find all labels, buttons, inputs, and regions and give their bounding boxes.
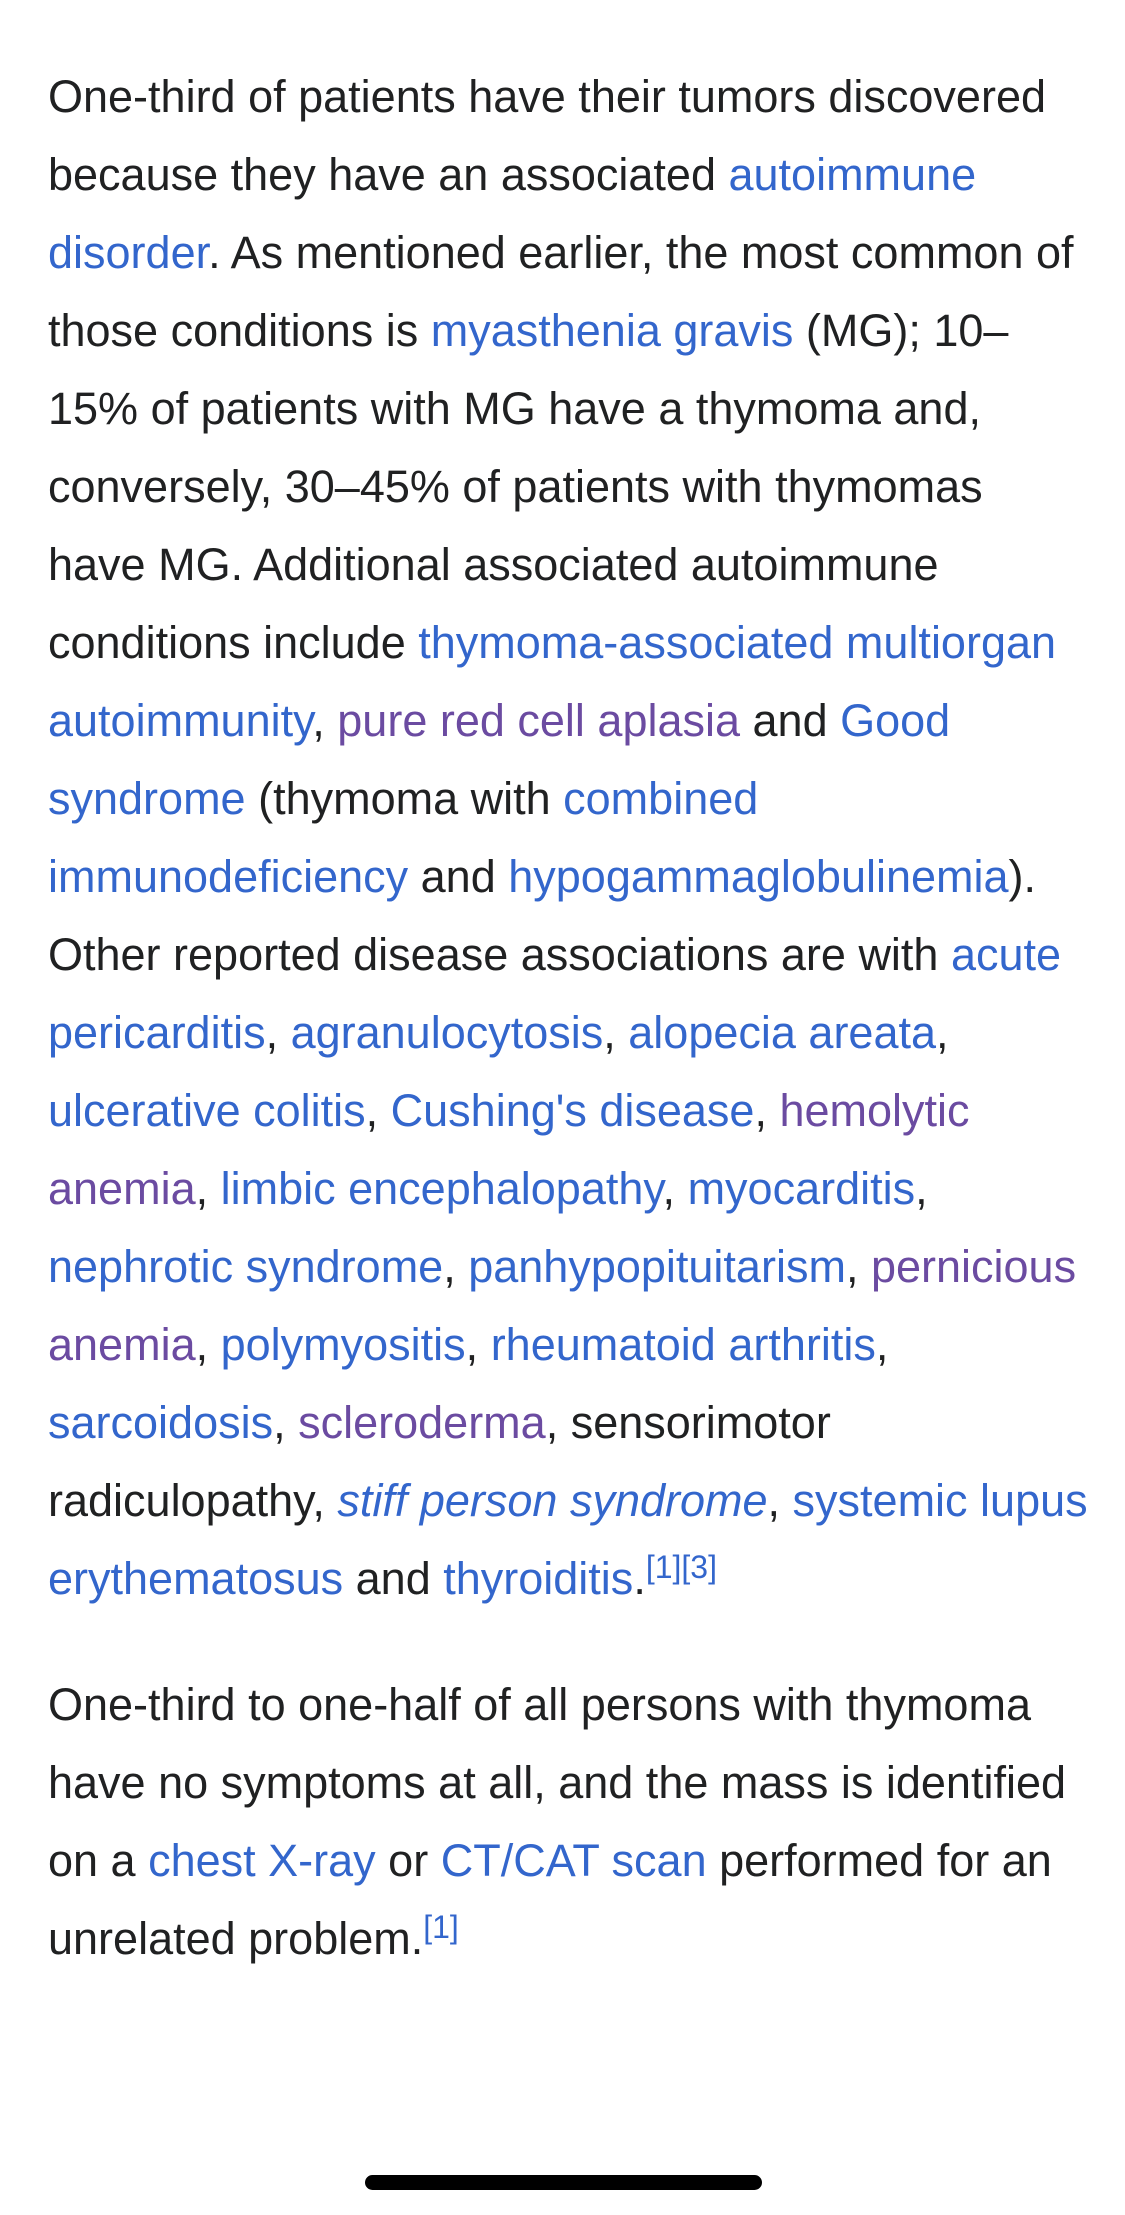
home-indicator[interactable] [365,2175,762,2190]
link-thyroiditis[interactable]: thyroiditis [443,1553,634,1604]
link-limbic-encephalopathy[interactable]: limbic encephalopathy [220,1163,663,1214]
comma: , [767,1475,793,1526]
paragraph-autoimmune-associations [48,58,1088,1618]
comma: , [443,1241,469,1292]
comma: , [465,1319,491,1370]
link-autoimmune-disorder[interactable]: autoimmune disorder [48,149,977,278]
period: . [633,1553,646,1604]
comma: , [662,1163,688,1214]
comma: , [915,1163,928,1214]
comma: , [265,1007,291,1058]
link-ulcerative-colitis[interactable]: ulcerative colitis [48,1085,366,1136]
text: One-third of patients have their tumors discovered because they have an associated [48,71,1046,200]
text: and [408,851,509,902]
link-thymoma-associated-multiorgan-autoimmunity[interactable]: thymoma-associated multiorgan autoimmunity [48,617,1057,746]
comma: , [312,695,338,746]
link-good-syndrome[interactable]: Good syndrome [48,695,951,824]
link-scleroderma[interactable]: scleroderma [298,1397,546,1448]
text: One-third to one-half of all persons with thymoma have no symptoms at all, and the mass is identified on a [48,1679,1067,1886]
link-acute-pericarditis[interactable]: acute pericarditis [48,929,1062,1058]
link-pernicious-anemia[interactable]: pernicious anemia [48,1241,1077,1370]
citation-3[interactable]: [3] [681,1549,717,1585]
link-nephrotic-syndrome[interactable]: nephrotic syndrome [48,1241,444,1292]
link-combined-immunodeficiency[interactable]: combined immunodeficiency [48,773,759,902]
link-stiff-person-syndrome[interactable]: stiff person syndrome [337,1475,768,1526]
link-sarcoidosis[interactable]: sarcoidosis [48,1397,274,1448]
link-myocarditis[interactable]: myocarditis [687,1163,916,1214]
link-chest-x-ray[interactable]: chest X-ray [148,1835,376,1886]
link-pure-red-cell-aplasia[interactable]: pure red cell aplasia [337,695,741,746]
link-alopecia-areata[interactable]: alopecia areata [628,1007,937,1058]
link-cushings-disease[interactable]: Cushing's disease [390,1085,755,1136]
text: (MG); 10–15% of patients with MG have a thymoma and, conversely, 30–45% of patients with thymomas have MG. Additional associated autoimmune conditions include [48,305,1009,668]
link-myasthenia-gravis[interactable]: myasthenia gravis [430,305,794,356]
text: and [343,1553,444,1604]
comma: , [936,1007,949,1058]
link-systemic-lupus-erythematosus[interactable]: systemic lupus erythematosus [48,1475,1088,1604]
text: or [375,1835,441,1886]
paragraph-asymptomatic [48,1666,1088,1978]
article-content [48,58,1088,1978]
text: . As mentioned earlier, the most common of those conditions is [48,227,1074,356]
comma: , [845,1241,871,1292]
text-sensorimotor-radiculopathy: sensorimotor radiculopathy, [48,1397,831,1526]
link-panhypopituitarism[interactable]: panhypopituitarism [468,1241,846,1292]
comma: , [754,1085,780,1136]
comma: , [365,1085,391,1136]
citation-1[interactable]: [1] [423,1909,459,1945]
comma: , [545,1397,571,1448]
text: and [740,695,841,746]
link-agranulocytosis[interactable]: agranulocytosis [290,1007,604,1058]
link-rheumatoid-arthritis[interactable]: rheumatoid arthritis [490,1319,876,1370]
link-ct-cat-scan[interactable]: CT/CAT scan [440,1835,707,1886]
text: performed for an unrelated problem. [48,1835,1052,1964]
comma: , [603,1007,629,1058]
text: (thymoma with [245,773,564,824]
comma: , [273,1397,299,1448]
comma: , [875,1319,889,1370]
comma: , [195,1319,221,1370]
text: ). Other reported disease associations are with [48,851,1037,980]
link-polymyositis[interactable]: polymyositis [220,1319,466,1370]
comma: , [195,1163,221,1214]
link-hemolytic-anemia[interactable]: hemolytic anemia [48,1085,970,1214]
citation-1[interactable]: [1] [645,1549,682,1585]
link-hypogammaglobulinemia[interactable]: hypogammaglobulinemia [508,851,1009,902]
